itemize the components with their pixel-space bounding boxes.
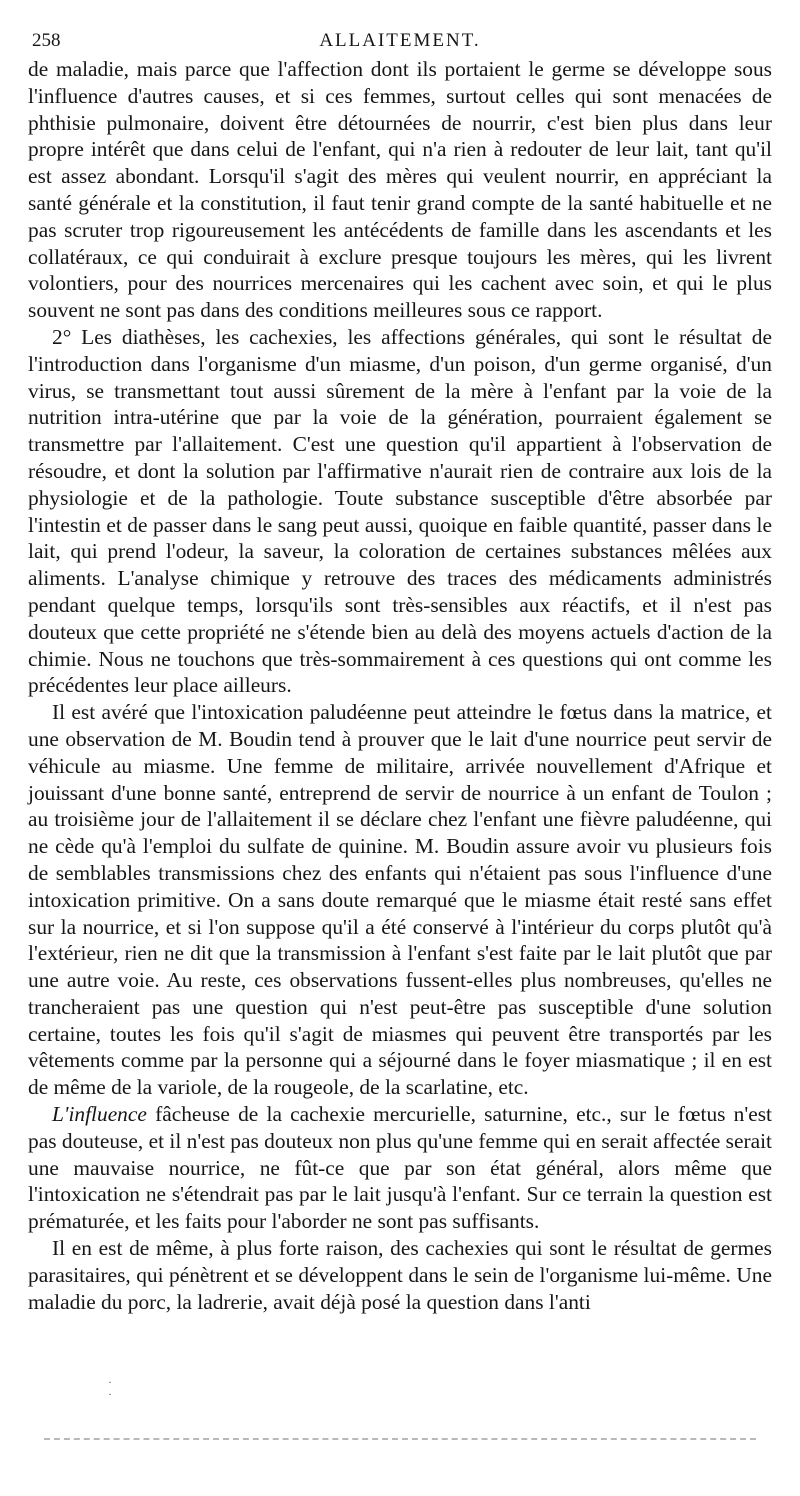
- paragraph-2: [28, 324, 772, 699]
- paragraph-text: 2° Les diathèses, les cachexies, les affections générales, qui sont le résultat de l'introduction dans l'organisme d'un miasme, d'un poison, d'un germe organisé, d'un virus, se transmettant tout aussi sûrement de la mère à l'enfant par la voie de la nutrition intra-utérine que par la voie de la génération, pourraient également se transmettre par l'allaitement. C'est une question qu'il appartient à l'observation de résoudre, et dont la solution par l'affirmative n'aurait rien de contraire aux lois de la physiologie et de la pathologie. Toute substance susceptible d'être absorbée par l'intestin et de passer dans le sang peut aussi, quoique en faible quantité, passer dans le lait, qui prend l'odeur, la saveur, la coloration de certaines substances mêlées aux aliments. L'analyse chimique y retrouve des traces des médicaments administrés pendant quelque temps, lorsqu'ils sont très-sensibles aux réactifs, et il n'est pas douteux que cette propriété ne s'étende bien au delà des moyens actuels d'action de la chimie. Nous ne touchons que très-sommairement à ces questions qui ont comme les précédentes leur place ailleurs.: [28, 324, 772, 698]
- italic-lead: L'influence: [52, 1102, 147, 1127]
- page-number: 258: [32, 30, 61, 51]
- paragraph-text: de maladie, mais parce que l'affection dont ils portaient le germe se développe sous l'influence d'autres causes, et si ces femmes, surtout celles qui sont menacées de phthisie pulmonaire, doivent être détournées de nourrir, c'est bien plus dans leur propre intérêt que dans celui de l'enfant, qui n'a rien à redouter de leur lait, tant qu'il est assez abondant. Lorsqu'il s'agit des mères qui veulent nourrir, en appréciant la santé générale et la constitution, il faut tenir grand compte de la santé habituelle et ne pas scruter trop rigoureusement les antécédents de famille dans les ascendants et les collatéraux, ce qui conduirait à exclure presque toujours les mères, qui les livrent volontiers, pour des nourrices mercenaires qui les cachent avec soin, et qui le plus souvent ne sont pas dans des conditions meilleures sous ce rapport.: [28, 57, 772, 323]
- paragraph-text: Il en est de même, à plus forte raison, des cachexies qui sont le résultat de germes parasitaires, qui pénètrent et se développent dans le sein de l'organisme lui-même. Une maladie du porc, la ladrerie, avait déjà posé la question dans l'anti: [28, 1236, 772, 1314]
- running-title: ALLAITEMENT.: [319, 30, 481, 51]
- paragraph-3: [28, 699, 772, 1101]
- stray-ink-mark: · ·: [108, 1375, 112, 1401]
- paragraph-1: [28, 56, 772, 324]
- paragraph-5: [28, 1235, 772, 1315]
- faded-bottom-rule: [44, 1438, 756, 1440]
- book-page: [28, 26, 772, 1315]
- body-text: [28, 56, 772, 1315]
- paragraph-text: fâcheuse de la cachexie mercurielle, saturnine, etc., sur le fœtus n'est pas douteuse, et il n'est pas douteux non plus qu'une femme qui en serait affectée serait une mauvaise nourrice, ne fût-ce que par son état général, alors même que l'intoxication ne s'étendrait pas par le lait jusqu'à l'enfant. Sur ce terrain la question est prématurée, et les faits pour l'aborder ne sont pas suffisants.: [28, 1102, 772, 1234]
- running-head: [28, 26, 772, 56]
- paragraph-4: [28, 1101, 772, 1235]
- paragraph-text: Il est avéré que l'intoxication paludéenne peut atteindre le fœtus dans la matrice, et une observation de M. Boudin tend à prouver que le lait d'une nourrice peut servir de véhicule au miasme. Une femme de militaire, arrivée nouvellement d'Afrique et jouissant d'une bonne santé, entreprend de servir de nourrice à un enfant de Toulon ; au troisième jour de l'allaitement il se déclare chez l'enfant une fièvre paludéenne, qui ne cède qu'à l'emploi du sulfate de quinine. M. Boudin assure avoir vu plusieurs fois de semblables transmissions chez des enfants qui n'étaient pas sous l'influence d'une intoxication primitive. On a sans doute remarqué que le miasme était resté sans effet sur la nourrice, et si l'on suppose qu'il a été conservé à l'intérieur du corps plutôt qu'à l'extérieur, rien ne dit que la transmission à l'enfant s'est faite par le lait plutôt que par une autre voie. Au reste, ces observations fussent-elles plus nombreuses, qu'elles ne trancheraient pas une question qui n'est peut-être pas susceptible d'une solution certaine, toutes les fois qu'il s'agit de miasmes qui peuvent être transportés par les vêtements comme par la personne qui a séjourné dans le foyer miasmatique ; il en est de même de la variole, de la rougeole, de la scarlatine, etc.: [28, 700, 772, 1100]
